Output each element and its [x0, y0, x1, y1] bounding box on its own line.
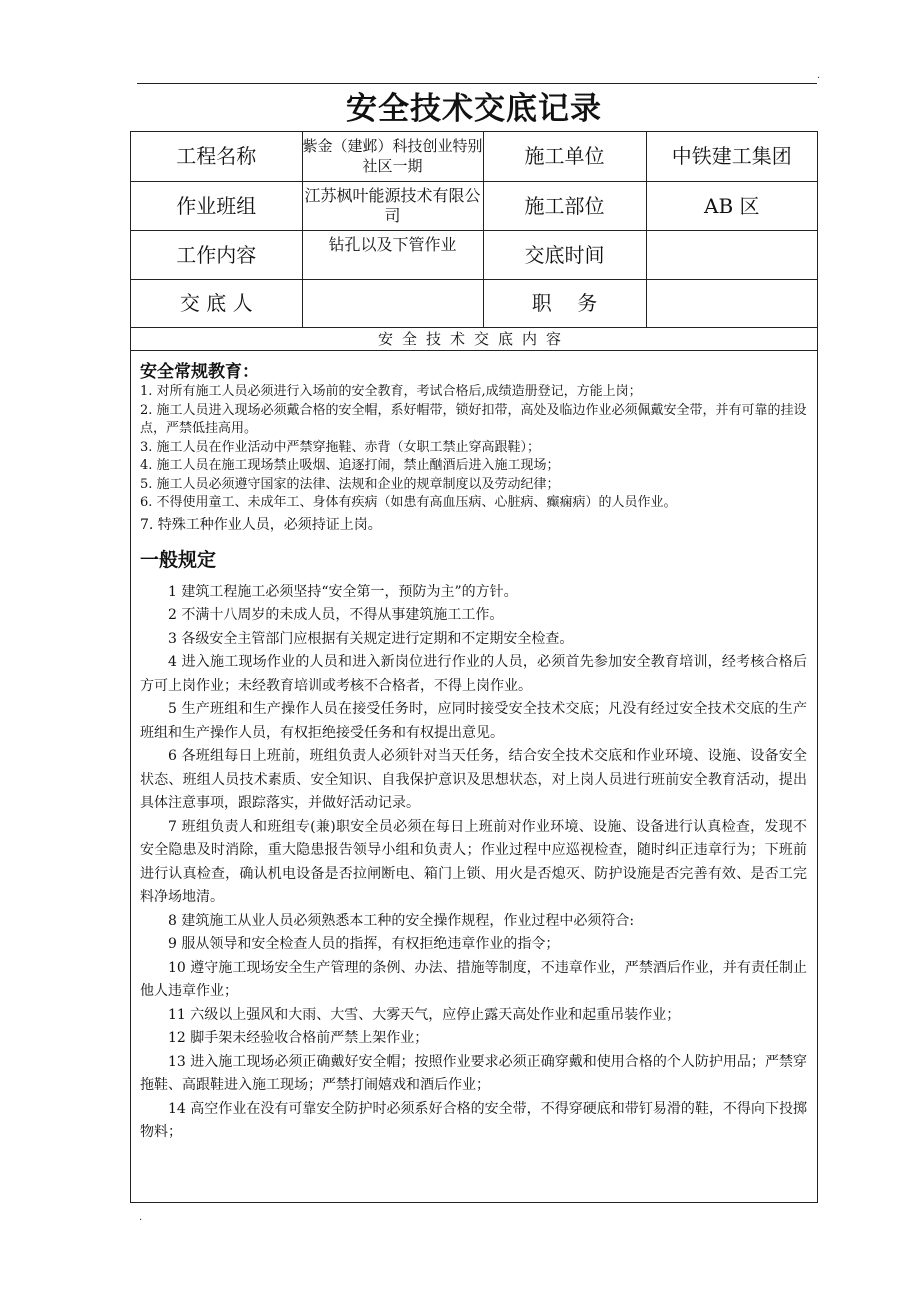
- page-corner-mark: ·: [139, 1215, 143, 1226]
- work-location-label: 施工部位: [483, 181, 646, 230]
- list-item: 2 不满十八周岁的未成人员，不得从事建筑施工工作。: [168, 607, 504, 623]
- list-item: 7. 特殊工种作业人员，必须持证上岗。: [140, 516, 382, 533]
- list-item: 7 班组负责人和班组专(兼)职安全员必须在每日上班前对作业环境、设施、设备进行认真检查，发现不安全隐患及时消除，重大隐患报告领导小组和负责人；作业过程中应巡视检查，随时纠正违章行为；下班前进行认真检查，确认机电设备是否拉闸断电、箱门上锁、用火是否熄灭、防护设施是否完善有效、是否工完料净场地清。: [140, 818, 807, 905]
- header-table: [131, 132, 817, 351]
- briefer-value: [302, 279, 483, 327]
- list-item: 3. 施工人员在作业活动中严禁穿拖鞋、赤背（女职工禁止穿高跟鞋）；: [140, 439, 541, 455]
- record-form: [130, 131, 818, 1203]
- section-title: 安全技术交底内容: [131, 327, 817, 350]
- list-item: 2. 施工人员进入现场必须戴合格的安全帽，系好帽带，锁好扣带，高处及临边作业必须佩戴安全带，并有可靠的挂设点，严禁低挂高用。: [140, 402, 807, 436]
- list-item: 5 生产班组和生产操作人员在接受任务时，应同时接受安全技术交底；凡没有经过安全技术交底的生产班组和生产操作人员，有权拒绝接受任务和有权提出意见。: [140, 701, 807, 741]
- list-item: 3 各级安全主管部门应根据有关规定进行定期和不定期安全检查。: [168, 630, 574, 647]
- briefing-time-label: 交底时间: [483, 230, 646, 279]
- safety-education-list: [140, 383, 807, 536]
- list-item: 5. 施工人员必须遵守国家的法律、法规和企业的规章制度以及劳动纪律；: [140, 476, 560, 492]
- page-title: 安全技术交底记录: [346, 91, 602, 127]
- general-rules-heading: 一般规定: [140, 548, 217, 571]
- work-team-label: 作业班组: [131, 181, 302, 230]
- contractor-label: 施工单位: [483, 132, 646, 181]
- list-item: 8 建筑施工从业人员必须熟悉本工种的安全操作规程，作业过程中必须符合:: [168, 912, 635, 929]
- header-rule: [137, 83, 817, 84]
- list-item: 1. 对所有施工人员必须进行入场前的安全教育，考试合格后,成绩造册登记，方能上岗；: [140, 384, 642, 399]
- position-value: [646, 279, 817, 327]
- work-content-value: 钻孔以及下管作业: [302, 230, 483, 279]
- project-name-value: 紫金（建邺）科技创业特别社区一期: [302, 132, 483, 181]
- page-corner-mark: ·: [817, 73, 821, 84]
- list-item: 10 遵守施工现场安全生产管理的条例、办法、措施等制度，不违章作业，严禁酒后作业，并有责任制止他人违章作业；: [140, 959, 807, 999]
- list-item: 4 进入施工现场作业的人员和进入新岗位进行作业的人员，必须首先参加安全教育培训，经考核合格后方可上岗作业；未经教育培训或考核不合格者，不得上岗作业。: [140, 654, 807, 694]
- safety-education-heading: 安全常规教育：: [140, 362, 259, 382]
- general-rules-list: [140, 581, 807, 1145]
- list-item: 6 各班组每日上班前，班组负责人必须针对当天任务，结合安全技术交底和作业环境、设施、设备安全状态、班组人员技术素质、安全知识、自我保护意识及思想状态，对上岗人员进行班前安全教育活动，提出具体注意事项，跟踪落实，并做好活动记录。: [140, 748, 807, 811]
- list-item: 6. 不得使用童工、未成年工、身体有疾病（如患有高血压病、心脏病、癫痫病）的人员作业。: [140, 495, 677, 510]
- briefing-time-value: [646, 230, 817, 279]
- list-item: 12 脚手架未经验收合格前严禁上架作业；: [168, 1030, 429, 1046]
- work-team-value: 江苏枫叶能源技术有限公司: [302, 181, 483, 230]
- project-name-label: 工程名称: [131, 132, 302, 181]
- contractor-value: 中铁建工集团: [646, 132, 817, 181]
- list-item: 4. 施工人员在施工现场禁止吸烟、追逐打闹，禁止酗酒后进入施工现场；: [140, 458, 560, 473]
- list-item: 9 服从领导和安全检查人员的指挥，有权拒绝违章作业的指令；: [168, 936, 560, 952]
- work-location-value: AB 区: [646, 181, 817, 230]
- briefer-label: 交 底 人: [131, 279, 302, 327]
- list-item: 14 高空作业在没有可靠安全防护时必须系好合格的安全带，不得穿硬底和带钉易滑的鞋，不得向下投掷物料；: [140, 1100, 807, 1140]
- list-item: 11 六级以上强风和大雨、大雪、大雾天气，应停止露天高处作业和起重吊装作业；: [168, 1006, 681, 1023]
- list-item: 13 进入施工现场必须正确戴好安全帽；按照作业要求必须正确穿戴和使用合格的个人防护用品；严禁穿拖鞋、高跟鞋进入施工现场；严禁打闹嬉戏和酒后作业；: [140, 1053, 807, 1093]
- work-content-label: 工作内容: [131, 230, 302, 279]
- briefing-content: [131, 356, 817, 1145]
- list-item: 1 建筑工程施工必须坚持“安全第一，预防为主”的方针。: [168, 583, 518, 600]
- position-label: 职 务: [483, 279, 646, 327]
